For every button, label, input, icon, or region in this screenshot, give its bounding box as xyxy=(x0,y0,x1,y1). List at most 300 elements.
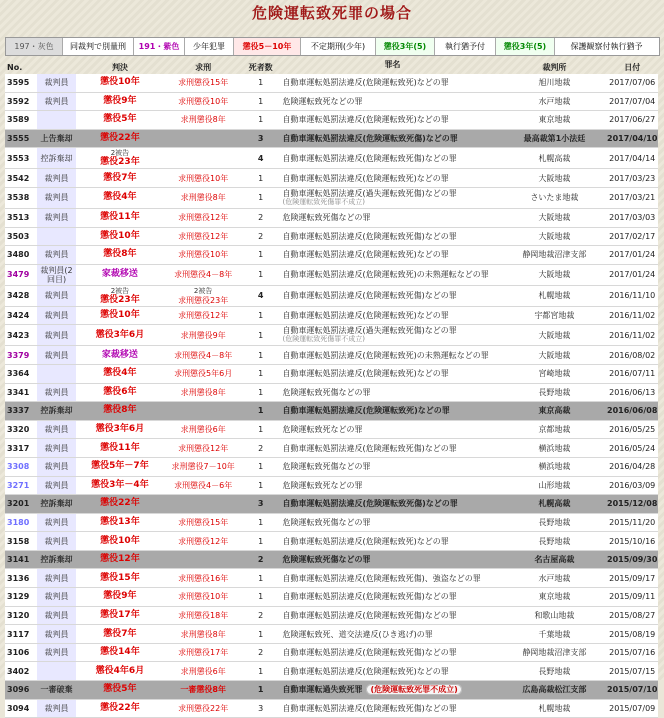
header-request: 求刑 xyxy=(195,62,212,72)
prosecution-request: 求刑懲役12年 xyxy=(178,231,229,241)
table-row[interactable] xyxy=(5,662,658,681)
verdict: 懲役14年 xyxy=(100,647,140,658)
crime-line xyxy=(282,270,488,279)
crime-line xyxy=(282,425,362,434)
death-count: 2 xyxy=(258,648,264,658)
verdict: 懲役8年 xyxy=(103,249,137,260)
date: 2016/11/10 xyxy=(609,291,656,301)
trial-type: 一審破棄 xyxy=(37,681,77,699)
date: 2015/07/16 xyxy=(609,648,656,658)
court: 大阪地裁 xyxy=(538,213,571,223)
request-cell xyxy=(164,607,243,625)
crime-cell xyxy=(278,286,502,306)
death-count: 1 xyxy=(258,115,264,125)
death-count: 1 xyxy=(257,406,264,416)
prosecution-request: 求刑懲役8年 xyxy=(180,115,226,125)
table-row[interactable] xyxy=(5,607,658,626)
crime-name: 自動車運転処罰法違反(危険運転致死)などの罪 xyxy=(282,369,449,379)
request-cell xyxy=(164,402,243,420)
prosecution-request: 求刑懲役16年 xyxy=(178,573,229,583)
crime-name: 危険運転致死傷などの罪 xyxy=(282,213,371,223)
death-count: 4 xyxy=(257,291,264,301)
legend-item: 保護観察付執行猶予 xyxy=(570,42,643,51)
verdict-cell xyxy=(76,551,163,569)
verdict: 懲役22年 xyxy=(100,702,140,713)
crime-cell xyxy=(278,307,502,325)
case-number: 3337 xyxy=(7,406,30,416)
date: 2016/05/25 xyxy=(609,425,656,435)
prosecution-request: 求刑懲役12年 xyxy=(178,213,229,223)
trial-type: 裁判員 xyxy=(37,286,77,306)
verdict: 懲役10年 xyxy=(100,77,140,88)
prosecution-request: 求刑懲役17年 xyxy=(178,648,229,658)
trial-type: 裁判員 xyxy=(37,569,77,587)
date: 2017/03/23 xyxy=(609,173,656,183)
verdict: 家裁移送 xyxy=(101,269,138,280)
crime-line xyxy=(282,444,456,453)
prosecution-request: 求刑懲役12年 xyxy=(178,443,229,453)
verdict-cell xyxy=(76,188,163,208)
table-row[interactable] xyxy=(5,74,658,93)
table-row[interactable] xyxy=(5,365,658,384)
verdict: 懲役13年 xyxy=(100,516,140,527)
legend-item: 191・紫色 xyxy=(134,38,185,55)
death-count: 2 xyxy=(258,443,264,453)
page-title: 危険運転致死罪の場合 xyxy=(251,4,412,22)
court: 広島高裁松江支部 xyxy=(522,685,587,695)
court: さいたま地裁 xyxy=(530,193,579,203)
crime-name: 自動車運転処罰法違反(危険運転致死傷)などの罪 xyxy=(282,134,458,144)
prosecution-request: 求刑懲役12年 xyxy=(178,311,229,321)
trial-type: 裁判員(2回目) xyxy=(37,265,77,285)
crime-cell xyxy=(278,265,502,285)
crime-line xyxy=(282,518,370,527)
legend-item: 懲役3年(5) xyxy=(376,38,435,55)
death-count: 1 xyxy=(258,330,264,340)
crime-line xyxy=(282,630,432,639)
crime-line xyxy=(282,667,448,676)
table-row[interactable] xyxy=(5,265,658,286)
crime-line xyxy=(282,481,362,490)
table-row[interactable] xyxy=(5,495,658,514)
table-row[interactable] xyxy=(5,325,658,346)
trial-type: 裁判員 xyxy=(37,514,77,532)
table-row[interactable] xyxy=(5,246,658,265)
legend-item: 懲役3年(5) xyxy=(496,38,555,55)
request-cell xyxy=(164,228,243,246)
prosecution-request: 求刑懲役10年 xyxy=(178,250,229,260)
header-type xyxy=(37,60,77,74)
verdict: 懲役4年6月 xyxy=(95,665,145,676)
table-row[interactable] xyxy=(5,188,658,209)
trial-type xyxy=(37,111,77,129)
case-number: 3096 xyxy=(7,685,30,695)
death-count: 1 xyxy=(258,387,264,397)
prosecution-request: 求刑懲役10年 xyxy=(178,96,229,106)
date: 2015/07/15 xyxy=(609,666,656,676)
crime-cell xyxy=(278,346,502,364)
crime-name: 自動車運転処罰法違反(危険運転致死傷)、強盗などの罪 xyxy=(282,573,481,583)
court: 東京地裁 xyxy=(538,115,571,125)
table-row[interactable] xyxy=(5,569,658,588)
date: 2016/04/28 xyxy=(609,462,656,472)
crime-name: 自動車運転処罰法違反(危険運転致死)の未熟運転などの罪 xyxy=(282,350,489,360)
crime-line xyxy=(282,351,488,360)
table-row[interactable] xyxy=(5,514,658,533)
crime-name: 自動車運転処罰法違反(過失運転致死傷)などの罪 xyxy=(282,188,457,198)
date: 2015/10/16 xyxy=(609,536,656,546)
death-count: 1 xyxy=(258,666,264,676)
header-dead: 死者数 xyxy=(248,62,273,72)
crime-name: 自動車運転処罰法違反(危険運転致死傷)などの罪 xyxy=(282,648,457,658)
case-number: 3117 xyxy=(7,629,30,639)
court: 静岡地裁沼津支部 xyxy=(522,648,587,658)
trial-type: 上告棄却 xyxy=(37,130,77,148)
date: 2015/11/20 xyxy=(609,517,656,527)
crime-cell xyxy=(278,625,502,643)
verdict-cell xyxy=(76,228,163,246)
request-cell xyxy=(164,93,243,111)
prosecution-request: 求刑懲役4－8年 xyxy=(174,270,233,280)
header-verdict: 判決 xyxy=(111,62,128,72)
death-count: 1 xyxy=(258,462,264,472)
table-row[interactable] xyxy=(5,681,658,700)
request-cell xyxy=(164,111,243,129)
verdict-cell xyxy=(76,477,163,495)
table-row[interactable] xyxy=(5,644,658,663)
case-number: 3503 xyxy=(7,231,30,241)
court: 京都地裁 xyxy=(538,425,571,435)
request-cell xyxy=(164,569,243,587)
court: 札幌高裁 xyxy=(538,499,571,509)
crime-line xyxy=(282,291,456,300)
table-row[interactable] xyxy=(5,439,658,458)
date: 2015/12/08 xyxy=(607,499,658,509)
prosecution-request: 求刑懲役4－6年 xyxy=(174,480,233,490)
court: 大阪地裁 xyxy=(538,231,571,241)
case-number: 3094 xyxy=(7,703,30,713)
table-row[interactable] xyxy=(5,93,658,112)
trial-type: 裁判員 xyxy=(37,532,77,550)
court: 千葉地裁 xyxy=(538,629,571,639)
verdict-cell xyxy=(76,607,163,625)
table-row[interactable] xyxy=(5,148,658,169)
crime-name: 自動車運転処罰法違反(危険運転致死)の未熟運転などの罪 xyxy=(282,270,489,280)
death-count: 1 xyxy=(258,425,264,435)
case-number: 3480 xyxy=(7,250,30,260)
date: 2016/11/02 xyxy=(609,311,656,321)
crime-cell xyxy=(278,662,502,680)
court: 大阪地裁 xyxy=(538,330,571,340)
crime-name: 自動車運転処罰法違反(過失運転致死傷)などの罪 xyxy=(282,326,457,336)
crime-cell xyxy=(278,532,502,550)
case-number: 3589 xyxy=(7,115,30,125)
court: 山形地裁 xyxy=(538,480,571,490)
crime-line xyxy=(282,388,370,397)
death-count: 3 xyxy=(257,134,264,144)
crime-cell xyxy=(278,169,502,187)
date: 2017/03/03 xyxy=(609,213,656,223)
prosecution-request: 求刑懲役8年 xyxy=(180,387,226,397)
table-row[interactable] xyxy=(5,307,658,326)
verdict-cell xyxy=(76,458,163,476)
verdict: 懲役10年 xyxy=(100,535,140,546)
verdict: 懲役10年 xyxy=(100,310,140,321)
legend-item: 同裁判で別量刑 xyxy=(63,38,134,55)
case-number: 3592 xyxy=(7,96,30,106)
request-cell xyxy=(164,286,243,306)
court: 大阪地裁 xyxy=(538,270,571,280)
legend-item: 197・灰色 xyxy=(6,38,63,55)
request-cell xyxy=(164,384,243,402)
crime-line xyxy=(282,592,456,601)
crime-cell xyxy=(278,365,502,383)
prosecution-request: 求刑懲役6年 xyxy=(180,425,226,435)
trial-type xyxy=(37,365,77,383)
request-cell xyxy=(164,188,243,208)
crime-line xyxy=(282,685,461,694)
verdict-cell xyxy=(76,662,163,680)
crime-cell xyxy=(278,130,502,148)
death-count: 1 xyxy=(258,592,264,602)
crime-line xyxy=(282,326,456,335)
crime-name: 自動車運転処罰法違反(危険運転致死)などの罪 xyxy=(282,666,449,676)
crime-cell xyxy=(278,700,502,718)
crime-line xyxy=(282,406,449,415)
table-row[interactable] xyxy=(5,402,658,421)
case-number: 3271 xyxy=(7,480,30,490)
verdict-cell xyxy=(76,495,163,513)
verdict-cell xyxy=(76,588,163,606)
request-cell xyxy=(164,421,243,439)
death-count: 1 xyxy=(258,78,264,88)
case-number: 3106 xyxy=(7,648,30,658)
trial-type: 裁判員 xyxy=(37,188,77,208)
date: 2016/06/13 xyxy=(609,387,656,397)
case-number: 3424 xyxy=(7,311,30,321)
death-count: 1 xyxy=(258,536,264,546)
verdict-cell xyxy=(76,307,163,325)
court: 東京地裁 xyxy=(538,592,571,602)
crime-line xyxy=(282,134,457,143)
case-number: 3428 xyxy=(7,291,30,301)
crime-cell xyxy=(278,588,502,606)
trial-type: 裁判員 xyxy=(37,307,77,325)
request-cell xyxy=(164,625,243,643)
crime-cell xyxy=(278,439,502,457)
court: 長野地裁 xyxy=(538,517,571,527)
trial-type: 裁判員 xyxy=(37,246,77,264)
date: 2016/07/11 xyxy=(609,369,656,379)
court: 横浜地裁 xyxy=(538,443,571,453)
table-row[interactable] xyxy=(5,384,658,403)
court: 名古屋高裁 xyxy=(534,555,575,565)
death-count: 3 xyxy=(257,499,264,509)
crime-line xyxy=(282,499,457,508)
table-row[interactable] xyxy=(5,588,658,607)
trial-type: 控訴棄却 xyxy=(37,495,77,513)
table-row[interactable] xyxy=(5,111,658,130)
court: 宮崎地裁 xyxy=(538,369,571,379)
crime-name: 自動車運転処罰法違反(危険運転致死傷)などの罪 xyxy=(282,291,457,301)
crime-name: 危険運転致死などの罪 xyxy=(282,480,363,490)
legend-item: 少年犯罪 xyxy=(185,38,234,55)
prosecution-request: 求刑懲役6年 xyxy=(180,666,226,676)
verdict: 懲役23年 xyxy=(100,157,140,168)
header-court: 裁判所 xyxy=(542,62,567,72)
request-cell xyxy=(164,662,243,680)
verdict-cell xyxy=(76,700,163,718)
death-count: 2 xyxy=(257,555,264,565)
legend-item: 不定期刑(少年) xyxy=(301,38,376,55)
legend-item: 懲役5－10年 xyxy=(234,38,301,55)
case-number: 3538 xyxy=(7,193,30,203)
date: 2015/07/09 xyxy=(609,703,656,713)
crime-line xyxy=(282,250,448,259)
date: 2016/03/09 xyxy=(609,480,656,490)
crime-cell xyxy=(278,111,502,129)
verdict: 懲役4年 xyxy=(103,192,137,203)
prosecution-request: 求刑懲役4－8年 xyxy=(174,350,233,360)
table-row[interactable] xyxy=(5,228,658,247)
crime-name: 自動車運転処罰法違反(危険運転致死傷)などの罪 xyxy=(282,443,457,453)
table-row[interactable] xyxy=(5,286,658,307)
verdict-cell xyxy=(76,169,163,187)
request-cell xyxy=(164,495,243,513)
crime-line xyxy=(282,154,456,163)
court: 札幌地裁 xyxy=(538,703,571,713)
prosecution-request: 求刑懲役9年 xyxy=(180,330,226,340)
verdict: 懲役7年 xyxy=(103,172,137,183)
request-cell xyxy=(164,458,243,476)
crime-note: (危険運転致死傷罪不成立) xyxy=(282,197,365,206)
verdict-cell xyxy=(76,421,163,439)
death-count: 1 xyxy=(258,270,264,280)
request-cell xyxy=(164,514,243,532)
request-cell xyxy=(164,246,243,264)
date: 2016/08/02 xyxy=(609,350,656,360)
date: 2016/06/08 xyxy=(607,406,658,416)
trial-type: 裁判員 xyxy=(37,421,77,439)
court: 和歌山地裁 xyxy=(534,610,575,620)
table-row[interactable] xyxy=(5,169,658,188)
crime-cell xyxy=(278,551,502,569)
trial-type: 裁判員 xyxy=(37,325,77,345)
trial-type: 裁判員 xyxy=(37,607,77,625)
verdict: 懲役3年－4年 xyxy=(91,479,149,490)
crime-name: 自動車運転処罰法違反(危険運転致死)などの罪 xyxy=(282,115,449,125)
table-row[interactable] xyxy=(5,532,658,551)
request-cell xyxy=(164,588,243,606)
verdict: 家裁移送 xyxy=(101,349,138,360)
verdict: 懲役5年－7年 xyxy=(91,461,149,472)
death-count: 2 xyxy=(258,231,264,241)
trial-type: 裁判員 xyxy=(37,477,77,495)
date: 2017/06/27 xyxy=(609,115,656,125)
request-cell xyxy=(164,74,243,92)
death-count: 3 xyxy=(258,703,264,713)
verdict: 懲役10年 xyxy=(100,230,140,241)
table-row[interactable] xyxy=(5,130,658,149)
verdict-note: 2被告 xyxy=(110,286,130,295)
crime-cell xyxy=(278,384,502,402)
request-cell xyxy=(164,365,243,383)
date: 2017/01/24 xyxy=(609,270,656,280)
table-row[interactable] xyxy=(5,551,658,570)
request-cell xyxy=(164,325,243,345)
crime-name: 自動車運転処罰法違反(危険運転致死)などの罪 xyxy=(282,78,449,88)
trial-type: 裁判員 xyxy=(37,588,77,606)
verdict-cell xyxy=(76,532,163,550)
table-row[interactable] xyxy=(5,625,658,644)
crime-name: 自動車運転処罰法違反(危険運転致死傷)などの罪 xyxy=(282,592,457,602)
verdict-cell xyxy=(76,681,163,699)
verdict: 懲役22年 xyxy=(100,133,140,144)
table-row[interactable] xyxy=(5,421,658,440)
death-count: 1 xyxy=(258,573,264,583)
death-count: 1 xyxy=(258,480,264,490)
date: 2015/09/17 xyxy=(609,573,656,583)
legend-bar xyxy=(5,37,660,56)
court: 札幌高裁 xyxy=(538,153,571,163)
crime-line xyxy=(282,232,456,241)
court: 水戸地裁 xyxy=(538,96,571,106)
header-no: No. xyxy=(7,62,23,72)
table-row[interactable] xyxy=(5,209,658,228)
court: 静岡地裁沼津支部 xyxy=(522,250,587,260)
crime-name: 自動車運転処罰法違反(危険運転致死)などの罪 xyxy=(282,173,449,183)
crime-name: 自動車運転過失致死罪 xyxy=(282,685,363,695)
request-cell xyxy=(164,346,243,364)
table-row[interactable] xyxy=(5,458,658,477)
crime-cell xyxy=(278,325,502,345)
case-number: 3542 xyxy=(7,173,30,183)
death-count: 1 xyxy=(258,193,264,203)
crime-name: 自動車運転処罰法違反(危険運転致死)などの罪 xyxy=(282,406,450,416)
request-cell xyxy=(164,209,243,227)
verdict: 懲役11年 xyxy=(100,442,140,453)
crime-line xyxy=(282,611,456,620)
prosecution-request: 求刑懲役8年 xyxy=(180,629,226,639)
trial-type: 裁判員 xyxy=(37,93,77,111)
trial-type: 裁判員 xyxy=(37,644,77,662)
crime-name: 自動車運転処罰法違反(危険運転致死傷)などの罪 xyxy=(282,153,457,163)
table-row[interactable] xyxy=(5,346,658,365)
crime-name: 危険運転致死、道交法違反(ひき逃げ)の罪 xyxy=(282,629,433,639)
crime-line xyxy=(282,174,448,183)
date: 2015/09/11 xyxy=(609,592,656,602)
request-cell xyxy=(164,169,243,187)
verdict-cell xyxy=(76,644,163,662)
crime-name: 自動車運転処罰法違反(危険運転致死傷)などの罪 xyxy=(282,231,457,241)
death-count: 1 xyxy=(258,173,264,183)
crime-cell xyxy=(278,421,502,439)
verdict-cell xyxy=(76,346,163,364)
prosecution-request: 求刑懲役15年 xyxy=(178,78,229,88)
crime-cell xyxy=(278,93,502,111)
court: 最高裁第1小法廷 xyxy=(523,134,586,144)
death-count: 1 xyxy=(258,629,264,639)
verdict: 懲役9年 xyxy=(103,591,137,602)
verdict-cell xyxy=(76,74,163,92)
death-count: 4 xyxy=(257,153,264,163)
death-count: 1 xyxy=(257,685,264,695)
crime-cell xyxy=(278,228,502,246)
table-row[interactable] xyxy=(5,700,658,718)
table-row[interactable] xyxy=(5,477,658,496)
verdict: 懲役6年 xyxy=(103,386,137,397)
case-number: 3180 xyxy=(7,517,30,527)
